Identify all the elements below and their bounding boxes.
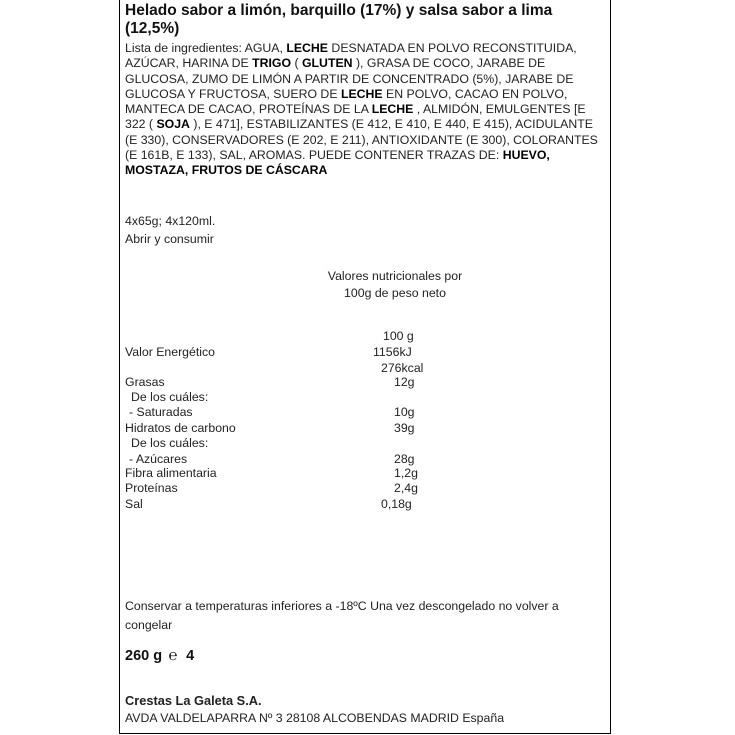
storage-instructions: Conservar a temperaturas inferiores a -18ºC Una vez descongelado no volver a congelar (125, 599, 559, 632)
net-weight: 260 g (125, 647, 163, 664)
fat-label: Grasas (125, 375, 165, 389)
ingredient-text: ), GRASA DE COCO, JARABE DE GLUCOSA, ZUMO DE LIMÓN A PARTIR DE CONCENTRADO (5%), JARABE DE GLUCOSA Y FRUCTOSA, SUERO DE (125, 56, 574, 101)
allergen-text: GLUTEN (301, 56, 353, 71)
energy-kj-value: 1156kJ (373, 345, 412, 359)
package-units: 4x65g; 4x120ml. (125, 214, 216, 228)
energy-kcal-value: 276kcal (381, 361, 424, 375)
allergen-text: HUEVO, MOSTAZA, FRUTOS DE CÁSCARA (125, 148, 550, 178)
allergen-text: SOJA (156, 117, 190, 132)
nutrition-heading-line1: Valores nutricionales por (327, 269, 463, 283)
estimated-sign-icon: ℮ (168, 647, 178, 664)
allergen-text: LECHE (371, 102, 414, 117)
protein-value: 2,4g (394, 481, 418, 495)
ingredient-text: ), E 471], ESTABILIZANTES (E 412, E 410, E 440, E 415), ACIDULANTE (E 330), CONSERVADORES (E 202, E 211), ANTIOXIDANTE (E 300), COLORANTES (E 161B, E 133), SAL, AROMAS. PUEDE CONTENER TRAZAS DE: (125, 117, 598, 163)
carbs-sub-label: De los cuáles: (131, 436, 209, 450)
protein-label: Proteínas (125, 481, 178, 495)
allergen-text: LECHE (340, 86, 383, 101)
manufacturer-name: Crestas La Galeta S.A. (125, 693, 262, 708)
ingredients-text (125, 41, 598, 177)
product-title: Helado sabor a limón, barquillo (17%) y salsa sabor a lima (12,5%) (125, 2, 553, 37)
sugars-label: - Azúcares (129, 452, 188, 466)
ingredients-list (125, 41, 607, 179)
unit-count: 4 (186, 647, 195, 664)
net-weight-line (125, 647, 194, 664)
saturated-label: - Saturadas (129, 405, 193, 419)
saturated-value: 10g (394, 405, 415, 419)
nutrition-heading-line2: 100g de peso neto (344, 286, 446, 300)
fat-value: 12g (394, 375, 415, 389)
salt-value: 0,18g (381, 497, 412, 511)
ingredient-text: , ALMIDÓN, EMULGENTES [E 322 ( (125, 102, 586, 132)
usage-instructions: Abrir y consumir (125, 232, 214, 246)
energy-label: Valor Energético (125, 345, 215, 359)
carbs-value: 39g (394, 421, 415, 435)
fat-sub-label: De los cuáles: (131, 390, 209, 404)
allergen-text: LECHE (286, 41, 329, 55)
ingredients-label: Lista de ingredientes: (125, 41, 245, 55)
fibre-value: 1,2g (394, 466, 418, 480)
ingredient-text: EN POLVO, CACAO EN POLVO, MANTECA DE CACAO, PROTEÍNAS DE LA (125, 86, 568, 117)
ingredient-text: ( (291, 56, 302, 71)
ingredient-text: AGUA, (244, 41, 287, 55)
manufacturer-address: AVDA VALDELAPARRA Nº 3 28108 ALCOBENDAS MADRID España (125, 711, 505, 725)
allergen-text: TRIGO (252, 56, 292, 71)
salt-label: Sal (125, 497, 143, 511)
fibre-label: Fibra alimentaria (125, 466, 217, 480)
ingredient-text: DESNATADA EN POLVO RECONSTITUIDA, AZÚCAR, HARINA DE (125, 41, 577, 71)
carbs-label: Hidratos de carbono (125, 421, 236, 435)
column-header: 100 g (383, 329, 414, 343)
sugars-value: 28g (394, 452, 415, 466)
